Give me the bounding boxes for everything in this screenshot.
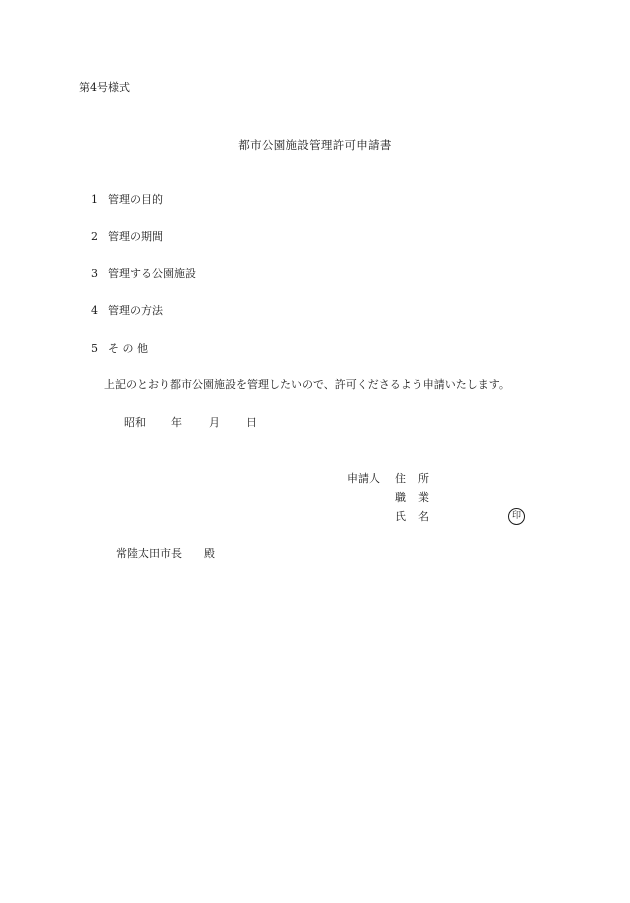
item-number: 2 bbox=[91, 230, 98, 243]
form-number: 第4号様式 bbox=[79, 81, 130, 94]
date-year: 年 bbox=[171, 416, 182, 429]
item-number: 3 bbox=[91, 267, 98, 280]
addressee-name: 常陸太田市長 bbox=[116, 547, 182, 560]
item-label: 管理の目的 bbox=[108, 193, 163, 206]
list-item-period bbox=[91, 230, 163, 244]
item-label: 管理の方法 bbox=[108, 304, 163, 317]
date-day: 日 bbox=[246, 416, 257, 429]
item-label: 管理する公園施設 bbox=[108, 267, 196, 280]
item-number: 4 bbox=[91, 304, 98, 317]
item-number: 1 bbox=[91, 193, 98, 206]
list-item-purpose bbox=[91, 193, 163, 207]
occupation-label: 職 業 bbox=[395, 491, 429, 504]
date-month: 月 bbox=[209, 416, 220, 429]
addressee bbox=[116, 547, 215, 561]
date-line bbox=[124, 416, 257, 430]
applicant-label: 申請人 bbox=[347, 472, 380, 485]
item-number: 5 bbox=[91, 342, 98, 355]
seal-mark: 印 bbox=[508, 508, 525, 525]
list-item-facility bbox=[91, 267, 196, 281]
address-label: 住 所 bbox=[395, 472, 429, 485]
document-title: 都市公園施設管理許可申請書 bbox=[238, 138, 392, 152]
item-label: そ の 他 bbox=[108, 342, 148, 355]
item-label: 管理の期間 bbox=[108, 230, 163, 243]
name-label: 氏 名 bbox=[395, 510, 429, 523]
list-item-method bbox=[91, 304, 163, 318]
application-statement: 上記のとおり都市公園施設を管理したいので、許可くださるよう申請いたします。 bbox=[104, 378, 510, 391]
date-era: 昭和 bbox=[124, 416, 146, 429]
list-item-other bbox=[91, 342, 148, 356]
addressee-honorific: 殿 bbox=[204, 547, 215, 560]
